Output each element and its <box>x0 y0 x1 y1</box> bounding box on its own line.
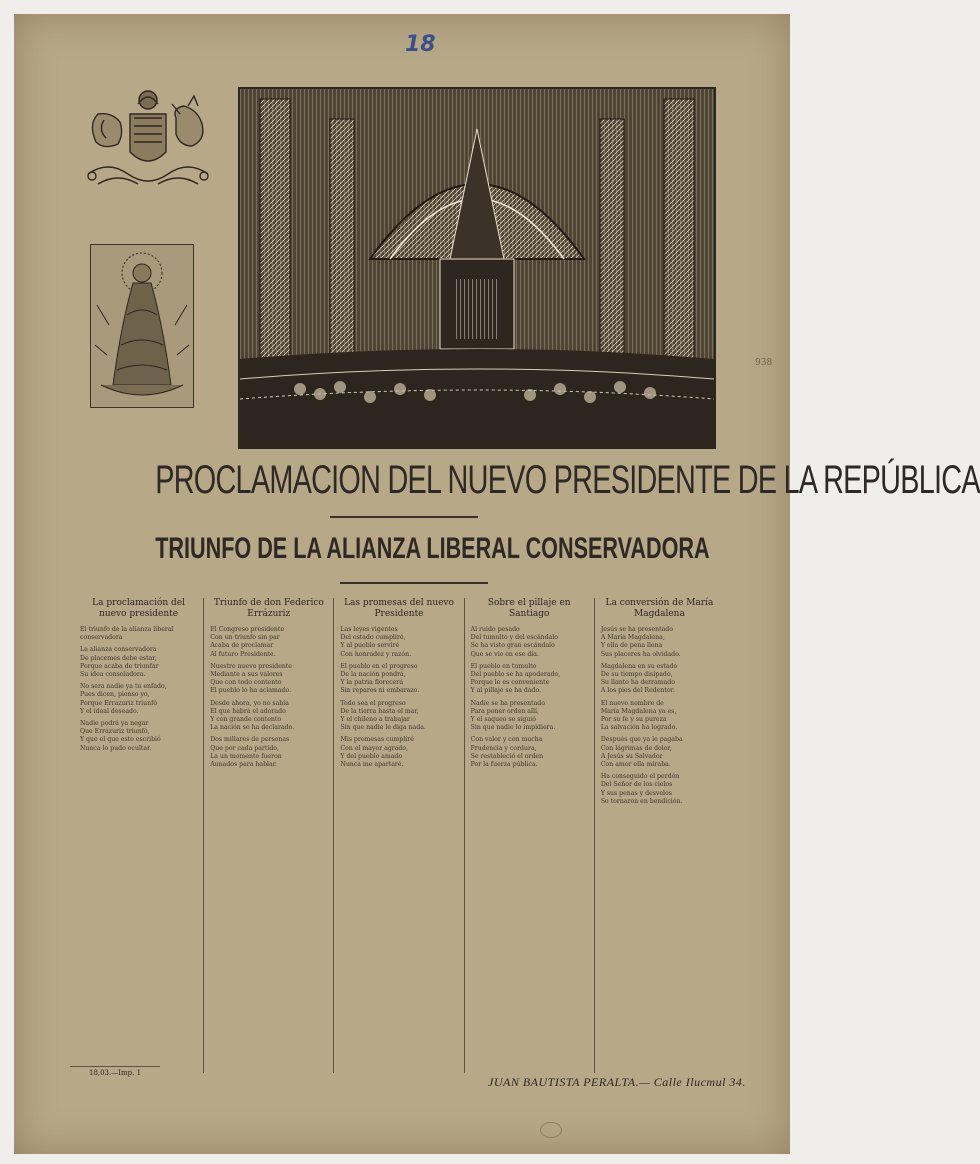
stanza: El pueblo en el progreso De la nación pondrá, Y la patria florecerá Sin reparos ni embarazo. <box>340 662 420 695</box>
poem-columns <box>74 598 724 1073</box>
page-subtitle: TRIUNFO DE LA ALIANZA LIBERAL CONSERVADORA <box>155 532 710 565</box>
stanza: La alianza conservadora De placemes debe estar, Porque acaba de triunfar Su idea consoladora. <box>80 646 159 679</box>
stanza: El triunfo de la alianza liberal conservadora <box>80 626 174 642</box>
column-heading: Triunfo de don Federico Errázuriz <box>213 598 324 619</box>
print-mark: 18,03.—Imp. 1 <box>70 1066 160 1077</box>
coat-of-arms-illustration <box>68 84 228 204</box>
stanza: El Congreso presidente Con un triunfo sin par Acaba de proclamar Al futuro Presidente. <box>210 626 285 658</box>
stanza: Magdalena en su estado De su tiempo disipado, Su llanto ha derramado A los pies del Redentor. <box>600 662 678 695</box>
stanza: Con valor y con mucha Prudencia y cordura, Se restableció el orden Por la fuerza pública. <box>470 736 544 769</box>
poem-column <box>465 598 595 1073</box>
paper-stain <box>540 1122 562 1138</box>
stanza: Nuestro nuevo presidente Mediante a sus valores Que con todo contento El pueblo lo ha aclamado. <box>210 662 292 695</box>
column-heading: La proclamación del nuevo presidente <box>92 598 186 619</box>
stanza: Las leyes vigentes Del estado cumpliré, Y al pueblo serviré Con honradez y razón. <box>340 626 412 658</box>
stanza: Todo sea el progreso De la tierra hasta el mar, Y el chileno a trabajar Sin que nadie le diga nada. <box>340 699 426 732</box>
poem-column <box>334 598 464 1073</box>
poem-column <box>204 598 334 1073</box>
column-heading: Las promesas del nuevo Presidente <box>344 598 454 619</box>
stanza: Desde ahora, yo no sabía El que habrá el adorado Y con grande contento La nación se ha declarado. <box>210 699 295 732</box>
title-divider <box>330 516 478 518</box>
stanza: Después que ya le pagaba Con lágrimas de dolor, A Jesús su Salvador Con amor ella miraba. <box>600 736 683 769</box>
page-title: PROCLAMACION DEL NUEVO PRESIDENTE DE LA REPÚBLICA <box>155 458 980 502</box>
printer-credit: JUAN BAUTISTA PERALTA.— Calle Ilucmul 34. <box>488 1075 746 1089</box>
stanza: Nadie se ha presentado Para poner orden allí, Y el saqueo se siguió Sin que nadie lo impidiera. <box>470 699 556 732</box>
virgin-mary-illustration <box>90 244 194 408</box>
handwritten-number: 18 <box>405 32 436 57</box>
stanza: Mis promesas cumpliré Con el mayor agrado, Y del pueblo amado Nunca me apartaré. <box>340 736 414 769</box>
column-heading: La conversión de María Magdalena <box>605 598 714 619</box>
stanza: No sera nadie ya tu enfado, Pues dicen, pienso yo, Porque Errazuriz triunfó Y el ideal deseado. <box>80 683 167 715</box>
stanza: El nuevo nombre de María Magdalena ya es, Por su fe y su pureza La salvación ha logrado. <box>600 699 678 732</box>
stanza: Nadie podrá ya negar Que Errázuriz triunfó, Y que el que esto escribió Nunca lo pudo ocultar. <box>80 720 161 752</box>
stanza: El pueblo en tumulto Del pueblo se ha apoderado, Porque le es conveniente Y al pillaje se ha dado. <box>470 662 561 695</box>
side-number: 938 <box>755 358 773 368</box>
stanza: Dos millares de personas Que por cada partido, La un momento fueron Aunados para hablar. <box>210 736 290 769</box>
column-heading: Sobre el pillaje en Santiago <box>487 598 571 619</box>
poem-column <box>74 598 204 1073</box>
stanza: Ha conseguido el perdón Del Señor de los cielos Y sus penas y desvelos Se tornaron en bendición. <box>600 773 683 805</box>
stanza: Jesús se ha presentado A María Magdalena, Y ella de pena llena Sus placeres ha olvidado. <box>600 626 681 658</box>
subtitle-divider <box>340 582 488 584</box>
stanza: Al ruido pesado Del tumulto y del escándalo Se ha visto gran escándalo Que se vio en ese día. <box>470 626 559 658</box>
poem-column <box>595 598 724 1073</box>
cathedral-interior-engraving <box>238 87 716 449</box>
